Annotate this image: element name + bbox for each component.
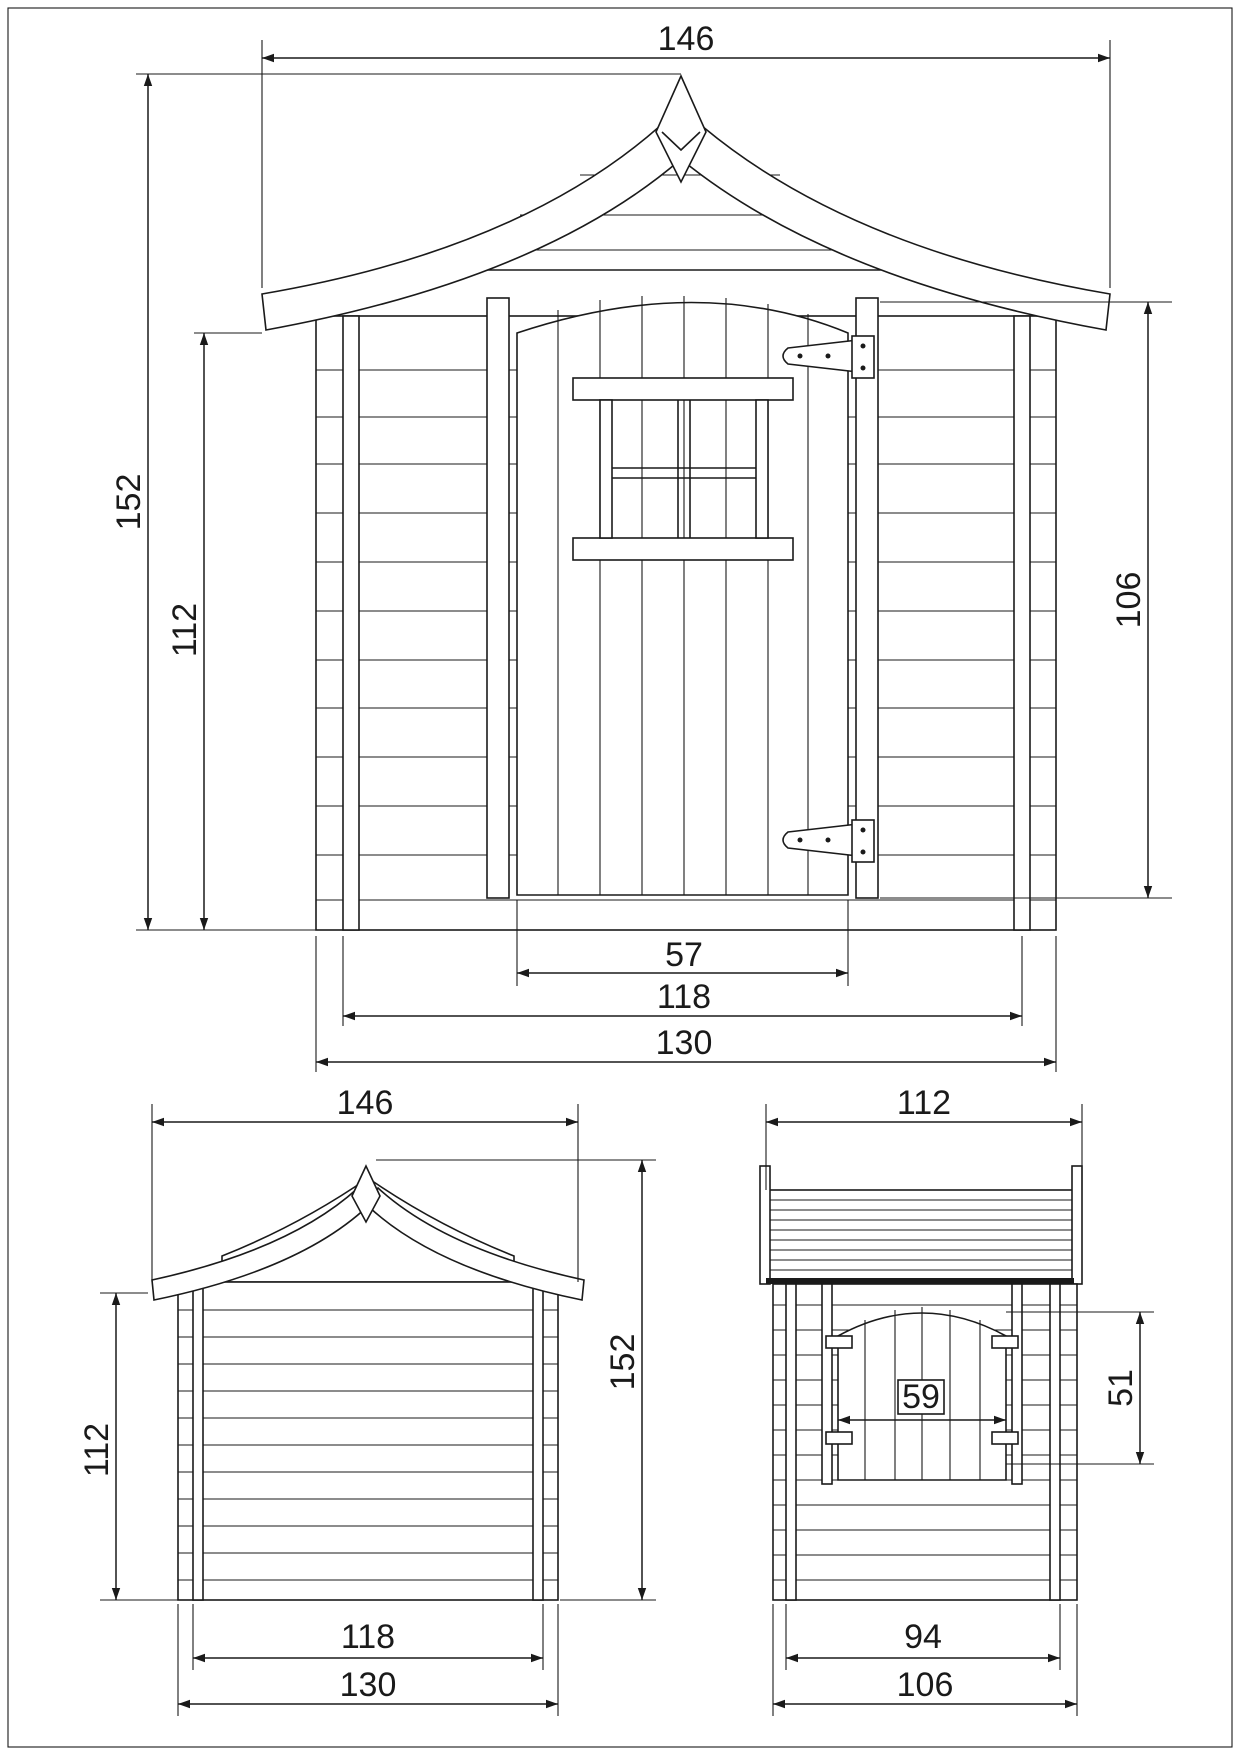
front-door-width-label: 57 [665,936,703,974]
side-window-height-label: 51 [1102,1369,1140,1407]
back-wall [178,1282,558,1600]
side-base-width-label: 106 [896,1666,954,1704]
side-inner-width-label: 94 [904,1618,942,1656]
back-base-width-label: 130 [339,1666,397,1704]
front-inner-width-label: 118 [656,978,712,1016]
back-total-height-label: 152 [604,1333,642,1391]
back-width-overall-label: 146 [336,1084,394,1122]
side-width-overall-label: 112 [896,1084,952,1122]
back-view [78,1084,656,1716]
front-wall-height-label: 112 [166,602,204,658]
back-inner-width-label: 118 [340,1618,396,1656]
front-base-width-label: 130 [655,1024,713,1062]
side-view [760,1084,1154,1716]
front-door[interactable] [517,296,874,895]
side-window-width-label: 59 [902,1378,940,1416]
back-wall-height-label: 112 [78,1422,116,1478]
front-total-height-label: 152 [110,473,148,531]
front-door-height-label: 106 [1110,571,1148,629]
front-view [110,20,1172,1072]
side-roof [760,1166,1082,1284]
front-width-overall-label: 146 [657,20,715,58]
